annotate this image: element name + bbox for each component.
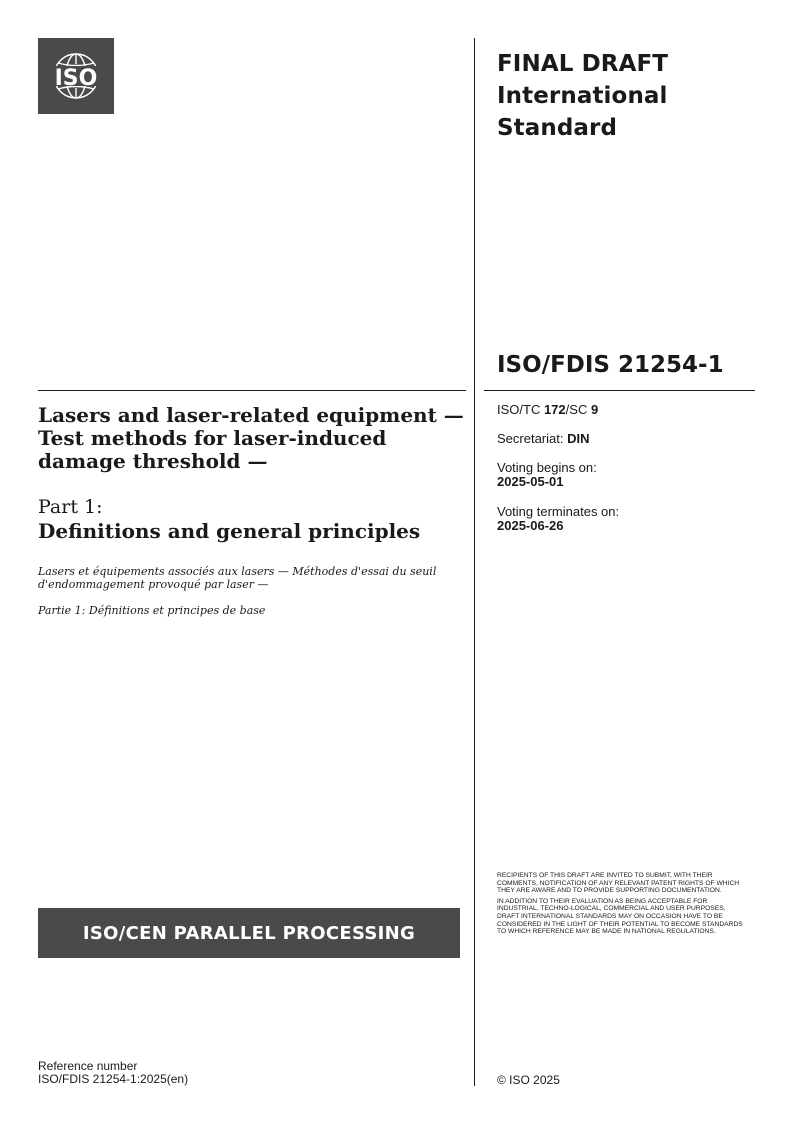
french-part-title: Partie 1: Définitions et principes de base	[38, 604, 266, 617]
committee-sep: /SC	[565, 402, 591, 417]
document-number: ISO/FDIS 21254-1	[497, 352, 724, 378]
secretariat	[497, 432, 589, 446]
notice-paragraph-1: RECIPIENTS OF THIS DRAFT ARE INVITED TO SUBMIT, WITH THEIR COMMENTS, NOTIFICATION OF ANY RELEVANT PATENT RIGHTS OF WHICH THEY ARE AWARE AND TO PROVIDE SUPPORTING DOCUMENTATION.	[497, 872, 740, 895]
reference-label: Reference number	[38, 1059, 138, 1073]
stage-line-1: FINAL DRAFT	[497, 51, 669, 77]
voting-ends-date: 2025-06-26	[497, 518, 564, 533]
voting-ends-label: Voting terminates on:	[497, 504, 620, 519]
logo-text: ISO	[54, 66, 98, 91]
committee-prefix: ISO/TC	[497, 402, 544, 417]
reference-value: ISO/FDIS 21254-1:2025(en)	[38, 1072, 189, 1086]
globe-icon	[38, 38, 114, 114]
copyright: © ISO 2025	[497, 1073, 560, 1087]
horizontal-rule-left	[38, 390, 466, 391]
banner-label: ISO/CEN PARALLEL PROCESSING	[82, 922, 416, 944]
voting-begins-date: 2025-05-01	[497, 474, 564, 489]
committee	[497, 403, 598, 417]
secretariat-label: Secretariat:	[497, 431, 568, 446]
voting-begins-label: Voting begins on:	[497, 460, 597, 475]
stage-line-2: International	[497, 83, 668, 109]
english-title: Lasers and laser-related equipment — Test methods for laser-induced damage threshold —	[38, 403, 464, 473]
parallel-processing-banner	[38, 908, 460, 958]
stage-line-3: Standard	[497, 115, 618, 141]
notice-paragraph-2: IN ADDITION TO THEIR EVALUATION AS BEING ACCEPTABLE FOR INDUSTRIAL, TECHNO-LOGICAL, COMMERCIAL AND USER PURPOSES, DRAFT INTERNATIONAL STANDARDS MAY ON OCCASION HAVE TO BE CONSIDERED IN THE LIGHT OF THEIR POTENTIAL TO BECOME STANDARDS TO WHICH REFERENCE MAY BE MADE IN NATIONAL REGULATIONS.	[497, 897, 743, 936]
draft-notice	[497, 872, 749, 939]
iso-logo	[38, 38, 114, 114]
secretariat-value: DIN	[567, 431, 590, 446]
french-title: Lasers et équipements associés aux lasers — Méthodes d'essai du seuil d'endommagement provoqué par laser —	[38, 565, 437, 591]
committee-tc: 172	[543, 402, 566, 417]
vertical-divider	[474, 38, 475, 1086]
part-title: Definitions and general principles	[38, 519, 421, 543]
document-stage	[497, 48, 757, 144]
committee-sc: 9	[590, 402, 599, 417]
horizontal-rule-right	[484, 390, 755, 391]
part-label: Part 1:	[38, 496, 103, 518]
